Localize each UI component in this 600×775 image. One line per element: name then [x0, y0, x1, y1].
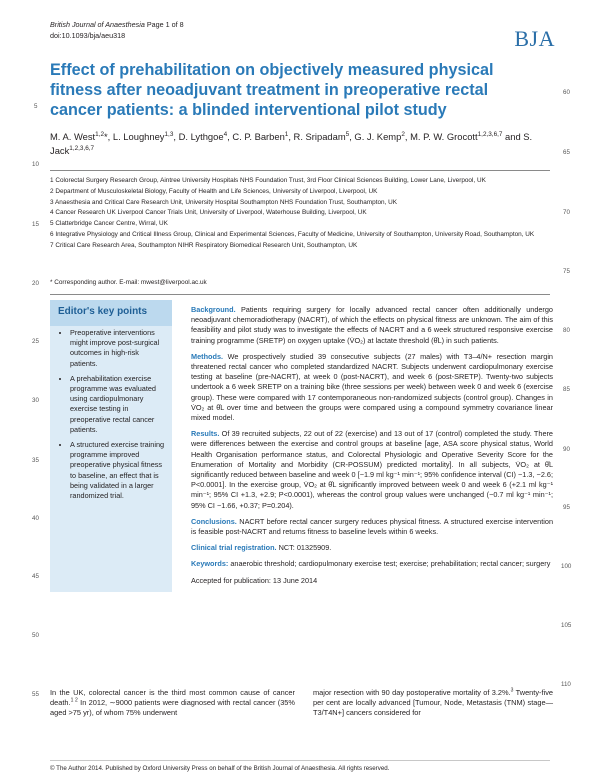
- line-number: 5: [34, 103, 38, 110]
- affiliation-7: 7 Critical Care Research Area, Southampton NIHR Respiratory Biomedical Research Unit, Southampton, UK: [50, 241, 358, 249]
- page-indicator: Page 1 of 8: [146, 20, 184, 29]
- line-number: 70: [563, 209, 570, 216]
- key-points-title: Editor's key points: [58, 306, 148, 317]
- affiliation-4: 4 Cancer Research UK Liverpool Cancer Trials Unit, University of Liverpool, Waterhouse Building, Liverpool, UK: [50, 209, 367, 217]
- line-number: 110: [561, 681, 571, 688]
- line-number: 15: [32, 221, 39, 228]
- copyright: © The Author 2014. Published by Oxford University Press on behalf of the British Journal of Anaesthesia. All rights reserved.: [50, 765, 390, 772]
- affiliation-3: 3 Anaesthesia and Critical Care Research Unit, University Hospital Southampton NHS Foundation Trust, Southampton, UK: [50, 198, 398, 206]
- trial-registration: [191, 543, 553, 553]
- line-number: 60: [563, 89, 570, 96]
- running-header: [50, 20, 184, 41]
- line-number: 95: [563, 504, 570, 511]
- affiliations: [50, 177, 550, 253]
- footer: [50, 764, 389, 773]
- key-point: • Preoperative interventions might improve post-surgical outcomes in high-risk patients.: [70, 328, 166, 369]
- trial-text: NCT: 01325909.: [278, 543, 332, 553]
- key-point: • A structured exercise training programme improved preoperative physical fitness to baseline, an effect that is being validated in a larger randomized trial.: [70, 440, 166, 501]
- journal-name: British Journal of Anaesthesia: [50, 20, 145, 29]
- journal-logo: BJA: [514, 26, 555, 51]
- line-number: 100: [561, 563, 572, 570]
- abstract: [191, 305, 553, 592]
- trial-label: Clinical trial registration.: [191, 543, 277, 553]
- abstract-methods: [191, 352, 553, 423]
- methods-text: We prospectively studied 39 consecutive subjects (27 males) with T3–4/N+ resection margin threatened rectal cancer who completed standardized NACRT. Subjects underwent cardiopulmonary exercise testing at baseline (pre-NACRT), at week 0 (post-NACRT), and week 6 (post-SRETP). Twenty-two subjects undertook a 6 week SRETP on a training bike (three sessions per week) between week 0 and week 6 (exercise group). These were compared with 17 contemporaneous non-randomized subjects (control group). Changes in V̇O₂ at θ̂L over time and between the groups were compared using a compound symmetry covariance linear mixed model.: [191, 351, 553, 423]
- doi: doi:10.1093/bja/aeu318: [50, 30, 126, 40]
- affiliation-1: 1 Colorectal Surgery Research Group, Aintree University Hospitals NHS Foundation Trust, 3rd Floor Clinical Sciences Building, Lower Lane, Liverpool, UK: [50, 177, 486, 184]
- line-number: 105: [561, 622, 572, 629]
- line-number: 30: [32, 397, 39, 404]
- accepted-date: Accepted for publication: 13 June 2014: [191, 575, 318, 585]
- results-text: Of 39 recruited subjects, 22 out of 22 (exercise) and 13 out of 17 (control) completed the study. There were differences between the exercise and control groups at baseline [age, ASA score physical status, World Health Organisation performance status, and Colorectal Physiologic and Operative Severity Score for the Enumeration of Mortality and Morbidity (CR-POSSUM) predicted mortality]. In all subjects, V̇O₂ at θ̂L significantly reduced between baseline and week 0 [−1.9 ml kg⁻¹ min⁻¹; 95% confidence interval (CI) −1.3, −2.6; P<0.0001]. In the exercise group, V̇O₂ at θ̂L significantly improved between week 0 and week 6 (+2.1 ml kg⁻¹ min⁻¹; 95% CI +1.3, +2.9; P<0.0001), whereas the control group values were unchanged (−0.7 ml kg⁻¹ min⁻¹; 95% CI −1.66, +0.37; P=0.204).: [191, 429, 553, 510]
- line-number: 65: [563, 149, 570, 156]
- body-column-right: major resection with 90 day postoperative mortality of 3.2%.$^3$ Twenty-five per cent are locally advanced [Tumour, Node, Metastasis (TNM) stage—T3/T4N+] cancers considered for: [313, 687, 553, 718]
- abstract-background: [191, 305, 553, 346]
- affiliation-6: 6 Integrative Physiology and Critical Illness Group, Clinical and Experimental Sciences, Faculty of Medicine, University of Southampton, University Road, Southampton, UK: [50, 230, 535, 238]
- line-number: 40: [32, 515, 39, 522]
- conclusions-text: NACRT before rectal cancer surgery reduces physical fitness. A structured exercise intervention is feasible post-NACRT and returns fitness to baseline levels within 6 weeks.: [191, 516, 553, 537]
- line-number: 45: [32, 573, 39, 580]
- footer-divider: [50, 760, 550, 761]
- key-points-list: [50, 328, 172, 506]
- background-text: Patients requiring surgery for locally advanced rectal cancer often additionally undergo neoadjuvant chemoradiotherapy (NACRT), of which the effects on physical fitness are unknown. The aim of this feasibility and pilot study was to investigate the effects of NACRT and a 6 week structured responsive exercise training programme (SRETP) on oxygen uptake (V̇O₂) at lactate threshold (θ̂L) in such patients.: [191, 305, 553, 345]
- line-number: 75: [563, 268, 570, 275]
- line-number: 35: [32, 457, 39, 464]
- line-number: 20: [32, 280, 39, 287]
- divider: [50, 170, 550, 171]
- line-number: 80: [563, 327, 570, 334]
- results-label: Results.: [191, 429, 220, 439]
- article-title: Effect of prehabilitation on objectively measured physical fitness after neoadjuvant treatment in preoperative rectal cancer patients: a blinded interventional pilot study: [50, 61, 494, 119]
- background-label: Background.: [191, 305, 236, 314]
- corresponding-author: * Corresponding author. E-mail: mwest@liverpool.ac.uk: [50, 279, 207, 286]
- line-number: 55: [32, 691, 39, 698]
- affiliation-2: 2 Department of Musculoskeletal Biology, Faculty of Health and Life Sciences, University of Liverpool, Liverpool, UK: [50, 187, 378, 195]
- key-points-box: [50, 300, 172, 592]
- line-number: 90: [563, 446, 570, 453]
- author-list: M. A. West$^{1,2}$*, L. Loughney$^{1,3}$, D. Lythgoe$^4$, C. P. Barben$^1$, R. Sripadam$^5$, G. J. Kemp$^2$, M. P. W. Grocott$^{1,2,3,6,7}$ and S. Jack$^{1,2,3,6,7}$: [50, 130, 533, 156]
- abstract-results: [191, 429, 553, 511]
- line-number: 25: [32, 338, 39, 345]
- line-number: 50: [32, 632, 39, 639]
- line-number: 85: [563, 386, 570, 393]
- methods-label: Methods.: [191, 351, 224, 361]
- affiliation-5: 5 Clatterbridge Cancer Centre, Wirral, UK: [50, 220, 168, 228]
- line-number: 10: [32, 161, 39, 168]
- keywords-label: Keywords:: [191, 559, 229, 569]
- body-column-left: In the UK, colorectal cancer is the third most common cause of cancer death.$^{1 2}$ In 2012, ∼9000 patients were diagnosed with rectal cancer (35% aged >75 yr), of whom 75% underwent: [50, 688, 295, 718]
- divider: [50, 294, 550, 295]
- keywords-text: anaerobic threshold; cardiopulmonary exercise test; exercise; prehabilitation; rectal cancer; surgery: [230, 559, 551, 569]
- conclusions-label: Conclusions.: [191, 516, 237, 526]
- abstract-conclusions: [191, 517, 553, 537]
- key-point: • A prehabilitation exercise programme was evaluated using cardiopulmonary exercise testing in preoperative rectal cancer patients.: [70, 374, 166, 435]
- keywords: [191, 559, 553, 569]
